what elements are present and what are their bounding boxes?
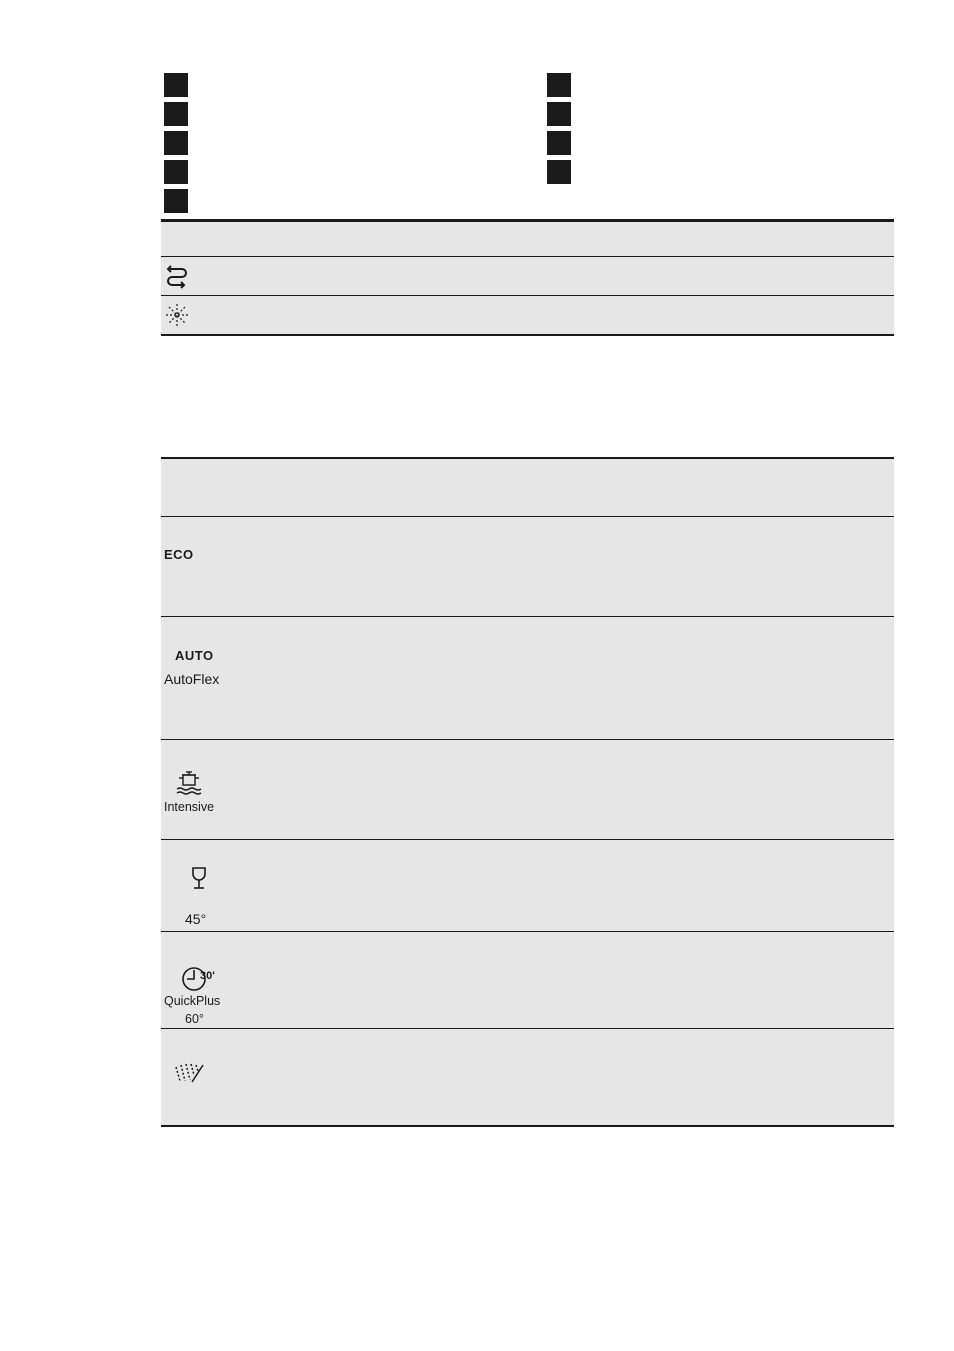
programme-label-45: 45° [185,911,207,927]
options-row-rinse-aid [161,256,894,295]
options-table [161,219,894,336]
legend-marker-2 [164,102,188,126]
rinse-aid-icon [164,263,190,294]
glass-icon [189,866,209,897]
programmes-table-header-row [161,459,894,516]
options-table-header-row [161,222,894,256]
spray-icon [172,1061,206,1092]
programme-label-autoflex: AutoFlex [164,671,220,687]
programme-label-quickplus: QuickPlus [164,994,221,1008]
options-row-sparkle [161,295,894,334]
legend-marker-9 [547,160,571,184]
programme-row-prewash [161,1028,894,1125]
legend-marker-6 [547,73,571,97]
legend-marker-1 [164,73,188,97]
programme-row-glass [161,839,894,931]
programme-label-eco: ECO [164,547,194,562]
programme-row-eco [161,516,894,616]
programme-label-60: 60° [185,1012,204,1026]
programme-label-intensive: Intensive [164,800,215,814]
clock-text: 30' [200,970,215,982]
programmes-table [161,457,894,1127]
programme-label-auto: AUTO [175,648,214,663]
sparkle-icon [164,302,190,333]
legend-marker-8 [547,131,571,155]
legend-marker-7 [547,102,571,126]
legend-marker-4 [164,160,188,184]
programme-row-intensive [161,739,894,839]
legend-marker-3 [164,131,188,155]
programme-row-autoflex [161,616,894,739]
programme-row-quickplus [161,931,894,1028]
legend-marker-5 [164,189,188,213]
